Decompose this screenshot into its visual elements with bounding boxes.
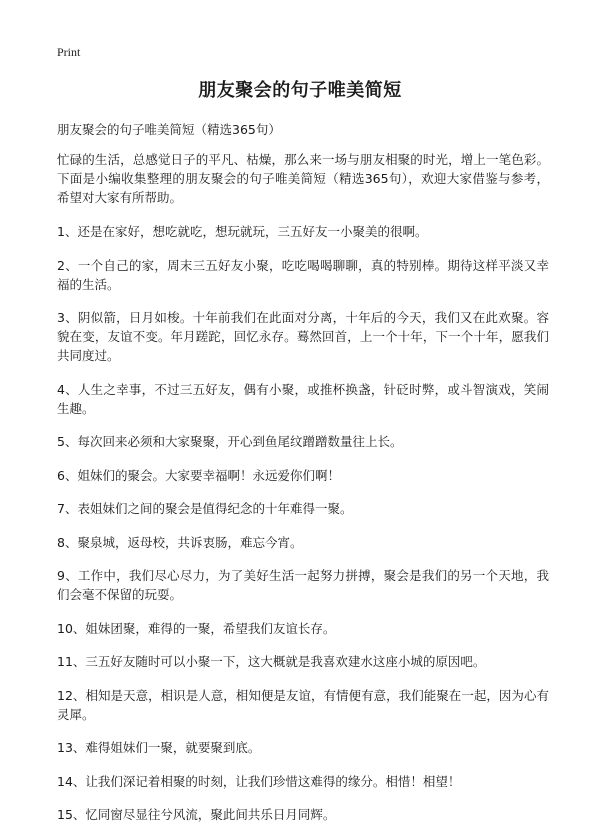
list-item: 2、一个自己的家，周末三五好友小聚，吃吃喝喝聊聊，真的特别棒。期待这样平淡又幸福的生活。 bbox=[57, 257, 549, 292]
document-subtitle: 朋友聚会的句子唯美简短（精选365句） bbox=[57, 122, 281, 137]
list-item: 1、还是在家好，想吃就吃，想玩就玩，三五好友一小聚美的很啊。 bbox=[57, 224, 428, 239]
list-item: 6、姐妹们的聚会。大家要幸福啊！永远爱你们啊！ bbox=[57, 467, 340, 483]
list-item: 9、工作中，我们尽心尽力，为了美好生活一起努力拼搏，聚会是我们的另一个天地，我们会毫不保留的玩耍。 bbox=[57, 568, 549, 602]
list-item: 7、表姐妹们之间的聚会是值得纪念的十年难得一聚。 bbox=[57, 501, 353, 516]
intro-paragraph: 忙碌的生活，总感觉日子的平凡、枯燥，那么来一场与朋友相聚的时光，增上一笔色彩。下面是小编收集整理的朋友聚会的句子唯美简短（精选365句），欢迎大家借鉴与参考，希望对大家有所帮助。 bbox=[57, 152, 549, 205]
list-item: 11、三五好友随时可以小聚一下，这大概就是我喜欢建水这座小城的原因吧。 bbox=[57, 654, 486, 669]
list-item: 4、人生之幸事，不过三五好友，偶有小聚，或推杯换盏，针砭时弊，或斗智演戏，笑闹生趣。 bbox=[57, 381, 549, 416]
list-item: 12、相知是天意，相识是人意，相知便是友谊，有情便有意，我们能聚在一起，因为心有灵犀。 bbox=[57, 687, 549, 722]
list-item: 10、姐妹团聚，难得的一聚，希望我们友谊长存。 bbox=[57, 620, 336, 636]
list-item: 5、每次回来必须和大家聚聚，开心到鱼尾纹蹭蹭数量往上长。 bbox=[57, 434, 403, 449]
list-item: 3、阴似箭，日月如梭。十年前我们在此面对分离，十年后的今天，我们又在此欢聚。容貌在变，友谊不变。年月蹉跎，回忆永存。蓦然回首，上一个十年，下一个十年，愿我们共同度过。 bbox=[57, 310, 549, 363]
page-title: 朋友聚会的句子唯美简短 bbox=[198, 80, 402, 101]
sentence-list bbox=[57, 222, 549, 824]
print-link[interactable]: Print bbox=[57, 45, 81, 59]
list-item: 15、忆同窗尽显往兮风流，聚此间共乐日月同辉。 bbox=[57, 807, 336, 822]
list-item: 8、聚泉城，返母校，共诉衷肠，难忘今宵。 bbox=[57, 534, 303, 550]
list-item: 14、让我们深记着相聚的时刻，让我们珍惜这难得的缘分。相惜！相望！ bbox=[57, 773, 461, 789]
article-body bbox=[57, 150, 549, 839]
list-item: 13、难得姐妹们一聚，就要聚到底。 bbox=[57, 740, 261, 755]
